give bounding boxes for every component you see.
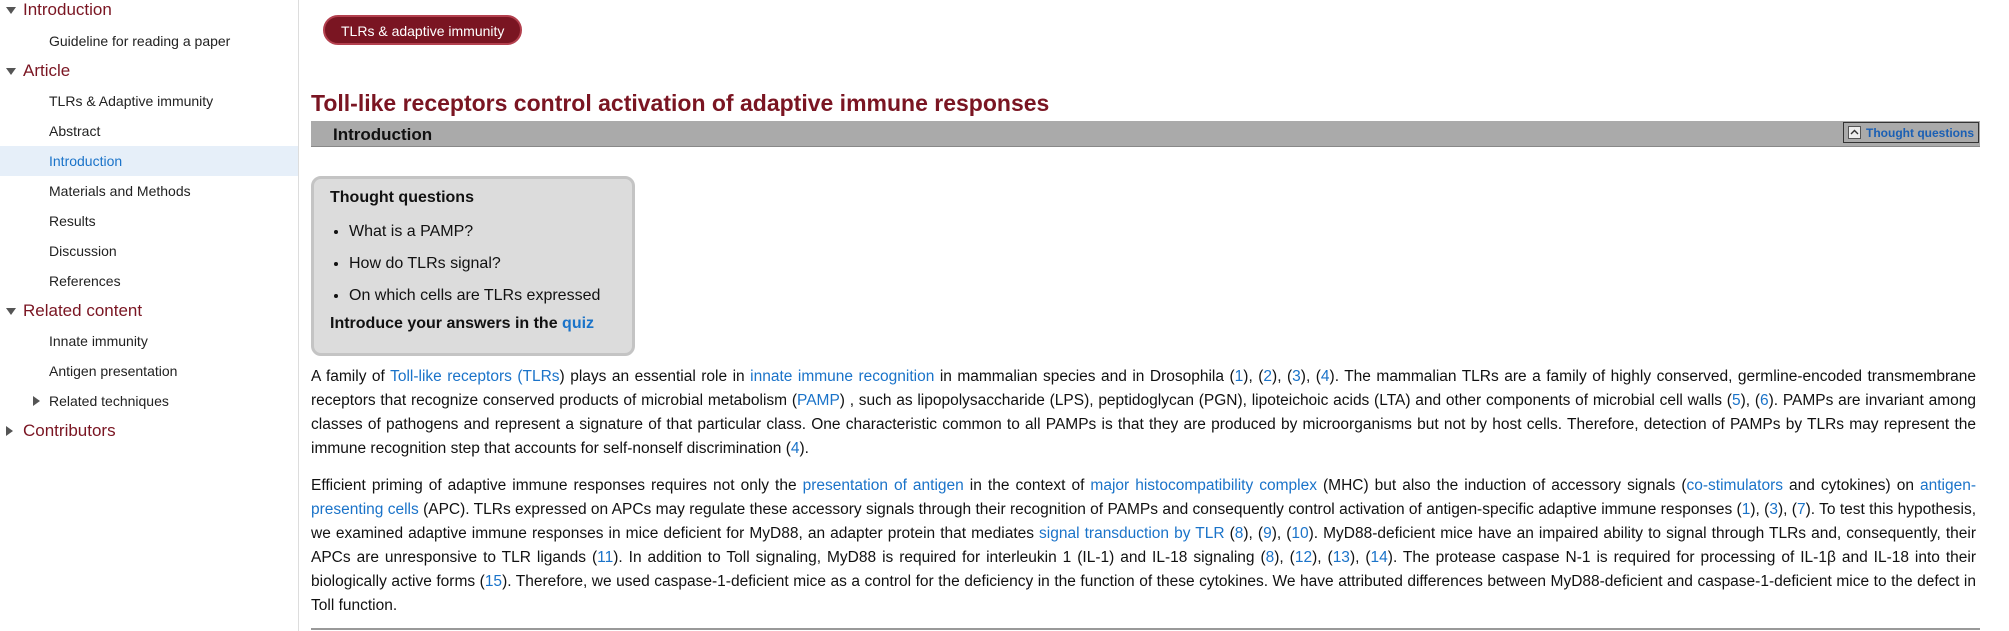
caret-down-icon[interactable]: [6, 308, 16, 315]
inline-link[interactable]: 7: [1796, 501, 1806, 518]
inline-link[interactable]: 9: [1263, 525, 1272, 542]
question-item: • On which cells are TLRs expressed: [349, 287, 600, 319]
inline-link[interactable]: PAMP: [797, 392, 840, 409]
inline-link[interactable]: antigen-presenting cells: [311, 477, 1976, 518]
sidebar-item-label: Guideline for reading a paper: [49, 33, 231, 49]
sidebar-item-label: Related techniques: [49, 393, 169, 409]
paragraph-text: in mammalian species and in Drosophila (: [934, 368, 1235, 385]
intro-paragraph-2: [311, 474, 1976, 618]
inline-link[interactable]: 15: [484, 573, 503, 590]
inline-link[interactable]: 8: [1265, 549, 1275, 566]
paragraph-text: ). The mammalian TLRs are a family of highly conserved, germline-encoded transmembrane receptors that recognize conserved products of microbial metabolism (: [311, 368, 1977, 409]
inline-link[interactable]: co-stimulators: [1686, 477, 1783, 494]
paragraph-text: A family of: [311, 368, 391, 385]
page-title: Toll-like receptors control activation of adaptive immune responses: [311, 90, 1050, 116]
inline-link[interactable]: 1: [1741, 501, 1751, 518]
sidebar-item-label: Discussion: [49, 243, 117, 259]
paragraph-text: Efficient priming of adaptive immune responses requires not only the: [311, 477, 803, 494]
sidebar-item-label: Article: [23, 61, 71, 80]
inline-link[interactable]: 12: [1294, 549, 1313, 566]
sidebar-item-discussion[interactable]: [0, 236, 298, 266]
sidebar-item-related-techniques[interactable]: [0, 386, 298, 416]
paragraph-text: ). MyD88-deficient mice have an impaired ability to signal through TLRs and, consequently, their APCs are unresponsive to TLR ligands (: [311, 525, 1977, 566]
sidebar-item-materials-and-methods[interactable]: [0, 176, 298, 206]
paragraph-text: ), (: [1272, 368, 1293, 385]
sidebar-item-label: Introduction: [49, 153, 123, 169]
paragraph-text: ) , such as lipopolysaccharide (LPS), peptidoglycan (PGN), lipoteichoic acids (LTA) and other components of microbial cell walls (: [839, 392, 1732, 409]
paragraph-text: and cytokines) on: [1782, 477, 1920, 494]
sidebar-item-abstract[interactable]: [0, 116, 298, 146]
paragraph-text: ). The protease caspase N-1 is required for processing of IL-1β and IL-18 into their biologically active forms (: [311, 549, 1977, 590]
paragraph-text: ). Therefore, we used caspase-1-deficient mice as a control for the deficiency in the function of these cytokines. We have attributed differences between MyD88-deficient and caspase-1-deficient mice to the defect in Toll function.: [311, 573, 1976, 614]
thought-questions-box: [311, 176, 635, 356]
paragraph-text: ), (: [1243, 525, 1264, 542]
sidebar-item-results[interactable]: [0, 206, 298, 236]
thought-questions-link-label: Thought questions: [1866, 125, 1974, 140]
paragraph-text: ) plays an essential role in: [559, 368, 751, 385]
inline-link[interactable]: 5: [1731, 392, 1741, 409]
sidebar-item-innate-immunity[interactable]: [0, 326, 298, 356]
sidebar-item-label: Related content: [23, 301, 143, 320]
sidebar-item-related-content[interactable]: [0, 296, 298, 326]
inline-link[interactable]: 13: [1332, 549, 1350, 566]
thought-questions-list: [332, 223, 600, 319]
inline-link[interactable]: major histocompatibility complex: [1090, 477, 1317, 494]
sidebar-item-label: Contributors: [23, 421, 116, 440]
sidebar-item-guideline-for-reading-a-paper[interactable]: [0, 26, 298, 56]
paragraph-text: ), (: [1750, 501, 1770, 518]
question-item: • How do TLRs signal?: [349, 255, 600, 287]
sidebar-item-introduction[interactable]: [0, 0, 298, 25]
paragraph-text: ), (: [1271, 525, 1292, 542]
paragraph-text: ), (: [1777, 501, 1797, 518]
inline-link[interactable]: 8: [1234, 525, 1244, 542]
section-pill-button[interactable]: TLRs & adaptive immunity: [323, 15, 522, 45]
sidebar-item-antigen-presentation[interactable]: [0, 356, 298, 386]
paragraph-text: (: [1224, 525, 1235, 542]
paragraph-text: (MHC) but also the induction of accessory signals (: [1316, 477, 1687, 494]
inline-link[interactable]: 4: [1320, 368, 1330, 385]
collapse-chevron-icon: [1848, 126, 1861, 139]
section-divider: [311, 628, 1980, 630]
inline-link[interactable]: signal transduction by TLR: [1039, 525, 1225, 542]
inline-link[interactable]: 3: [1292, 368, 1301, 385]
inline-link[interactable]: 10: [1291, 525, 1309, 542]
paragraph-text: ), (: [1243, 368, 1264, 385]
main-content: [311, 0, 1981, 631]
paragraph-text: ), (: [1300, 368, 1321, 385]
paragraph-text: ), (: [1740, 392, 1760, 409]
sidebar-item-tlrs-adaptive-immunity[interactable]: [0, 86, 298, 116]
thought-questions-toggle[interactable]: [1843, 122, 1979, 143]
inline-link[interactable]: 3: [1769, 501, 1778, 518]
caret-right-icon[interactable]: [6, 426, 13, 436]
sidebar-item-label: Antigen presentation: [49, 363, 178, 379]
inline-link[interactable]: presentation of antigen: [802, 477, 964, 494]
paragraph-text: ). PAMPs are invariant among classes of pathogens and represent a signature of that particular class. One characteristic common to all PAMPs is that they are produced by microorganisms but not by host cells. Therefore, detection of PAMPs by TLRs may represent the immune recognition step that accounts for self-nonself discrimination (: [311, 392, 1976, 457]
sidebar-item-label: Introduction: [23, 0, 112, 19]
sidebar-item-label: Abstract: [49, 123, 101, 139]
paragraph-text: ).: [799, 440, 809, 457]
sidebar-item-label: TLRs & Adaptive immunity: [49, 93, 214, 109]
paragraph-text: ). In addition to Toll signaling, MyD88 is required for interleukin 1 (IL-1) and IL-18 signaling (: [613, 549, 1266, 566]
sidebar-item-label: Materials and Methods: [49, 183, 191, 199]
sidebar-item-references[interactable]: [0, 266, 298, 296]
inline-link[interactable]: 6: [1759, 392, 1769, 409]
sidebar-item-label: Innate immunity: [49, 333, 148, 349]
section-header-bar: [311, 121, 1980, 147]
paragraph-text: (APC). TLRs expressed on APCs may regulate these accessory signals through their recognition of PAMPs and consequently control activation of antigen-specific adaptive immune responses (: [418, 501, 1742, 518]
caret-down-icon[interactable]: [6, 68, 16, 75]
sidebar-nav: [0, 0, 299, 631]
thought-questions-heading: Thought questions: [330, 189, 474, 206]
question-item: • What is a PAMP?: [349, 223, 600, 255]
quiz-link[interactable]: quiz: [562, 315, 595, 332]
paragraph-text: ), (: [1312, 549, 1333, 566]
intro-paragraph-1: [311, 365, 1976, 461]
sidebar-item-contributors[interactable]: [0, 416, 298, 446]
inline-link[interactable]: 14: [1370, 549, 1388, 566]
sidebar-item-label: References: [49, 273, 121, 289]
inline-link[interactable]: 1: [1234, 368, 1244, 385]
inline-link[interactable]: Toll-like receptors (TLRs: [390, 368, 560, 385]
sidebar-item-article[interactable]: [0, 56, 298, 86]
caret-right-icon[interactable]: [33, 396, 40, 406]
sidebar-item-introduction[interactable]: [0, 146, 298, 176]
inline-link[interactable]: innate immune recognition: [750, 368, 935, 385]
paragraph-text: ), (: [1274, 549, 1295, 566]
inline-link[interactable]: 4: [790, 440, 800, 457]
quiz-prompt: [330, 315, 594, 333]
caret-down-icon[interactable]: [6, 7, 16, 14]
paragraph-text: in the context of: [963, 477, 1091, 494]
section-title: Introduction: [333, 125, 433, 144]
paragraph-text: ), (: [1349, 549, 1371, 566]
sidebar-item-label: Results: [49, 213, 96, 229]
quiz-prompt-text: Introduce your answers in the: [330, 315, 563, 332]
paragraph-text: ). To test this hypothesis, we examined adaptive immune responses in mice deficient for MyD88, an adapter protein that mediates: [311, 501, 1977, 542]
inline-link[interactable]: 11: [597, 549, 614, 566]
inline-link[interactable]: 2: [1263, 368, 1273, 385]
